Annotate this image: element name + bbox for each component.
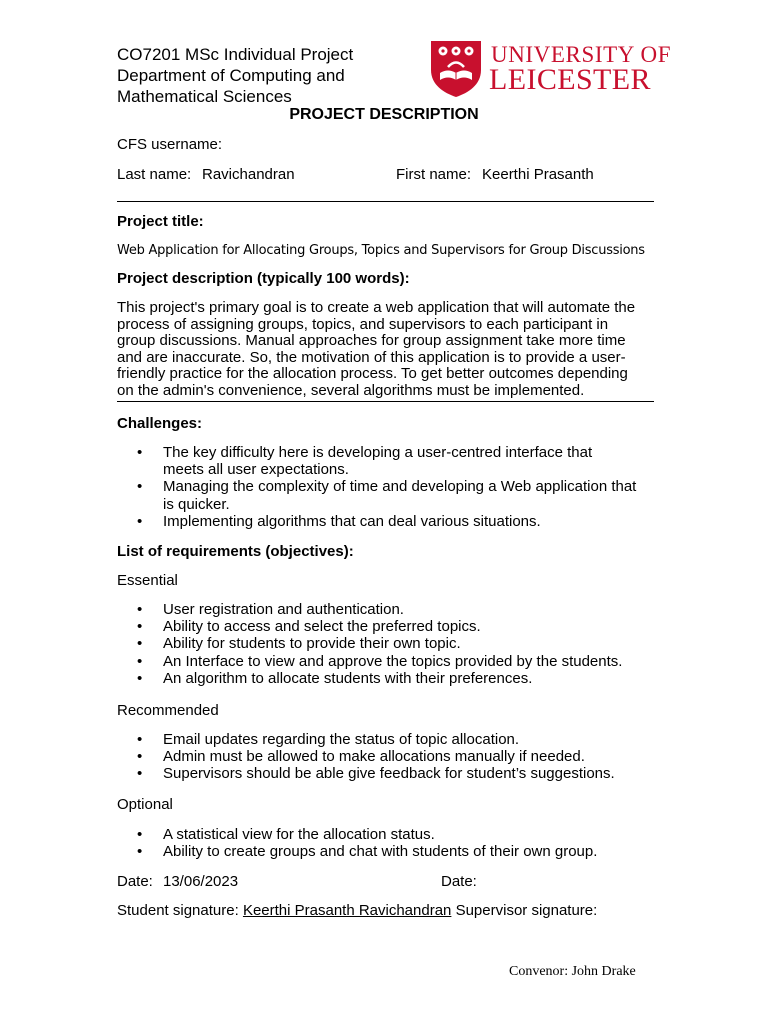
student-signature-value: Keerthi Prasanth Ravichandran: [242, 902, 452, 919]
recommended-label: Recommended: [117, 702, 219, 719]
divider: [117, 201, 654, 202]
project-description-label: Project description (typically 100 words):: [117, 270, 410, 287]
description-line: group discussions. Manual approaches for group assignment take more time: [117, 332, 626, 349]
list-item: • An algorithm to allocate students with their preferences.: [117, 670, 677, 687]
list-item-line: • Managing the complexity of time and developing a Web application that: [163, 478, 637, 496]
list-item: • Admin must be allowed to make allocations manually if needed.: [117, 748, 677, 765]
list-item: • An Interface to view and approve the topics provided by the students.: [117, 653, 677, 670]
essential-list: [117, 601, 677, 687]
description-line: This project's primary goal is to create a web application that will automate the: [117, 299, 636, 316]
convenor-footer: Convenor: John Drake: [509, 964, 636, 979]
page-title: PROJECT DESCRIPTION: [289, 106, 479, 123]
header-department-line: Department of Computing and: [117, 66, 345, 85]
supervisor-date-label: Date:: [441, 873, 477, 890]
date-value: 13/06/2023: [163, 873, 239, 890]
list-item: • Ability for students to provide their own topic.: [117, 635, 677, 652]
project-description-text: [117, 300, 657, 399]
list-item: [117, 478, 677, 512]
date-label: Date:: [117, 873, 153, 890]
cfs-username-label: CFS username:: [117, 136, 223, 153]
header-module-line: CO7201 MSc Individual Project: [117, 45, 354, 64]
student-signature-label: Student signature:: [117, 902, 239, 919]
project-title-value: Web Application for Allocating Groups, Topics and Supervisors for Group Discussions: [117, 243, 645, 258]
requirements-label: List of requirements (objectives):: [117, 543, 354, 560]
list-item-line: • Implementing algorithms that can deal various situations.: [163, 512, 541, 530]
list-item-line: meets all user expectations.: [163, 461, 349, 479]
logo-university-of: UNIVERSITY OF: [491, 42, 672, 67]
list-item-line: is quicker.: [163, 495, 230, 513]
optional-list: [117, 826, 677, 860]
optional-label: Optional: [117, 796, 173, 813]
signature-row: [117, 902, 597, 919]
description-line: on the admin's convenience, several algorithms must be implemented.: [117, 381, 585, 399]
list-item: • Email updates regarding the status of topic allocation.: [117, 731, 677, 748]
list-item: • Supervisors should be able give feedback for student’s suggestions.: [117, 765, 677, 782]
list-item: • Ability to access and select the preferred topics.: [117, 618, 677, 635]
university-crest-icon: [430, 40, 482, 98]
list-item: • A statistical view for the allocation status.: [117, 826, 677, 843]
logo-leicester: LEICESTER: [489, 63, 651, 96]
recommended-list: [117, 731, 677, 783]
list-item: [117, 444, 677, 478]
list-item-line: • The key difficulty here is developing a user-centred interface that: [163, 444, 593, 461]
description-line: process of assigning groups, topics, and supervisors to each participant in: [117, 315, 609, 333]
supervisor-signature-label: Supervisor signature:: [455, 902, 598, 919]
header-department-line-2: Mathematical Sciences: [117, 87, 292, 106]
description-line: friendly practice for the allocation process. To get better outcomes depending: [117, 365, 628, 382]
last-name-value: Ravichandran: [202, 166, 295, 183]
list-item: [117, 513, 677, 530]
challenges-list: [117, 444, 677, 530]
list-item: • User registration and authentication.: [117, 601, 677, 618]
description-line: and are inaccurate. So, the motivation of this application is to provide a user-: [117, 348, 626, 366]
last-name-label: Last name:: [117, 166, 192, 183]
divider: [117, 401, 654, 402]
challenges-label: Challenges:: [117, 415, 203, 432]
project-title-label: Project title:: [117, 213, 204, 230]
essential-label: Essential: [117, 572, 178, 589]
list-item: • Ability to create groups and chat with students of their own group.: [117, 843, 677, 860]
first-name-label: First name:: [396, 166, 472, 183]
first-name-value: Keerthi Prasanth: [482, 166, 594, 183]
